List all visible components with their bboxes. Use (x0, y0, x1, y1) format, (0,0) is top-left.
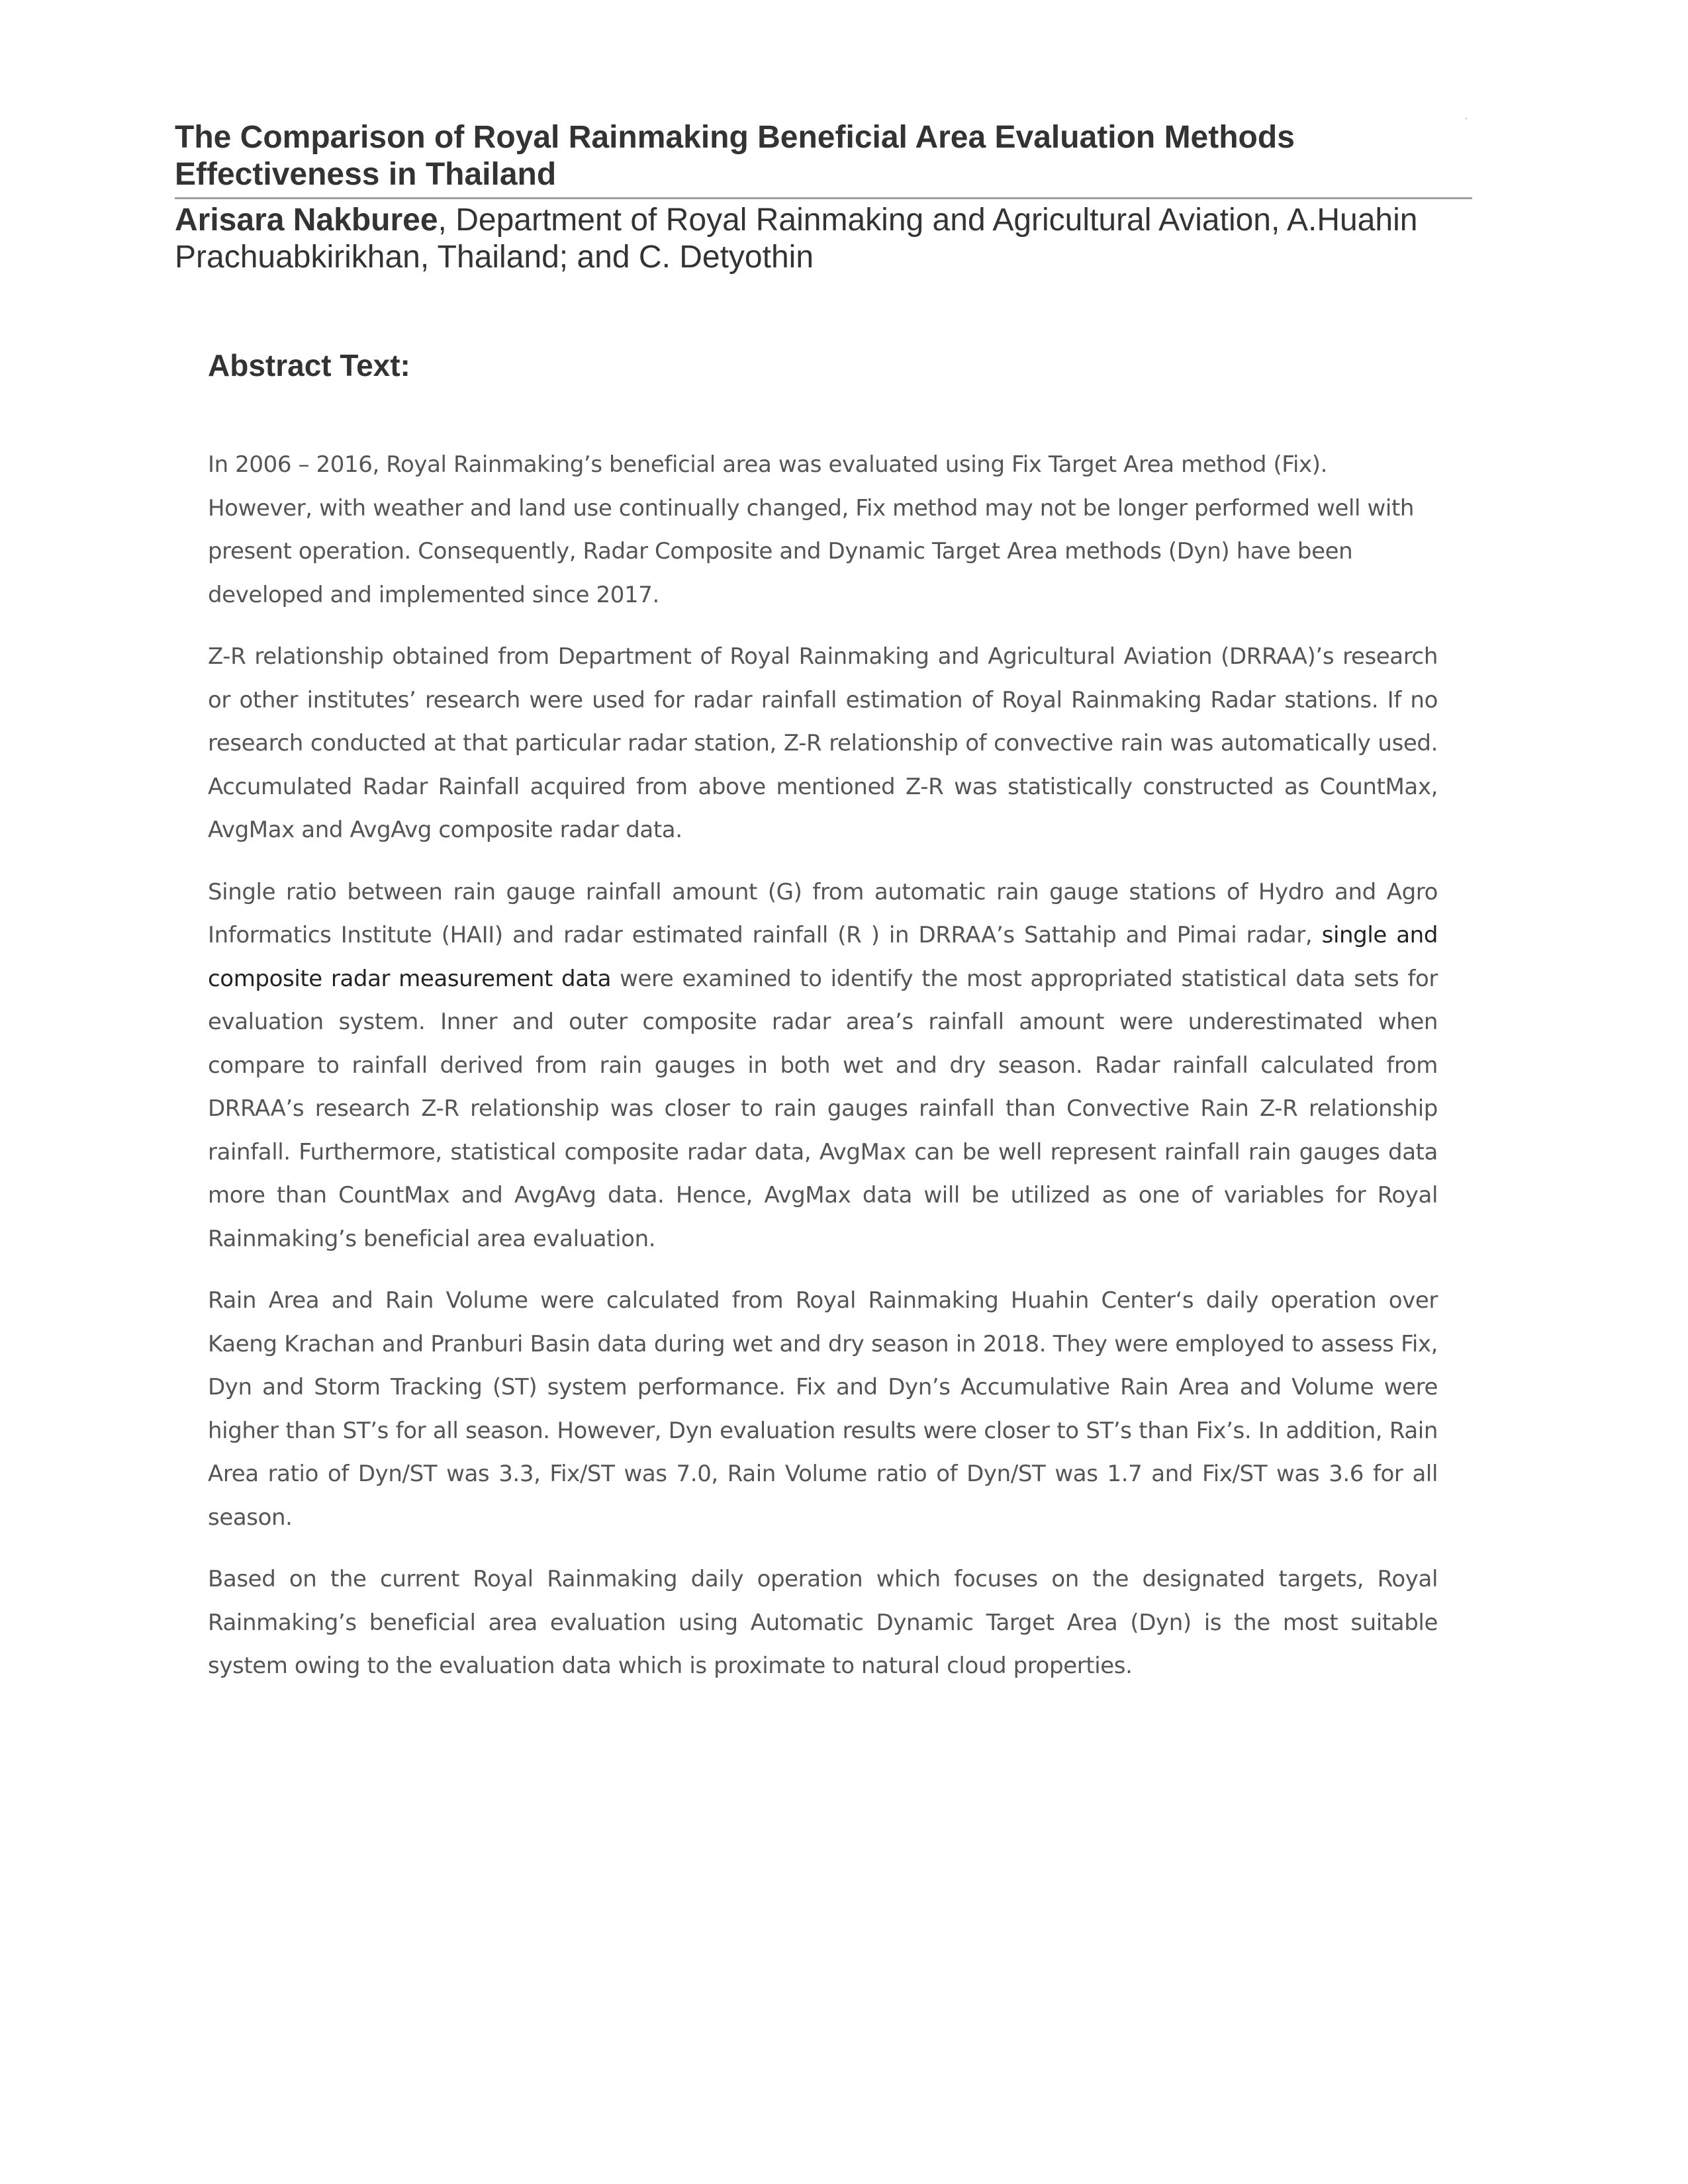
author-affiliations: , Department of Royal Rainmaking and Agricultural Aviation, A.Huahin Prachuabkirikhan, Thailand; and C. Detyothin (175, 203, 1418, 275)
abstract-paragraph-4: Rain Area and Rain Volume were calculated from Royal Rainmaking Huahin Center‘s daily operation over Kaeng Krachan and Pranburi Basin data during wet and dry season in 2018. They were employed to assess Fix, Dyn and Storm Tracking (ST) system performance. Fix and Dyn’s Accumulative Rain Area and Volume were higher than ST’s for all season. However, Dyn evaluation results were closer to ST’s than Fix’s. In addition, Rain Area ratio of Dyn/ST was 3.3, Fix/ST was 7.0, Rain Volume ratio of Dyn/ST was 1.7 and Fix/ST was 3.6 for all season. (208, 1287, 1438, 1531)
abstract-paragraph-5: Based on the current Royal Rainmaking daily operation which focuses on the designated targets, Royal Rainmaking’s beneficial area evaluation using Automatic Dynamic Target Area (Dyn) is the most suitable system owing to the evaluation data which is proximate to natural cloud properties. (208, 1566, 1438, 1679)
abstract-paragraph-3 (208, 871, 1438, 1261)
document-header (175, 119, 1472, 276)
lead-author: Arisara Nakburee (175, 203, 438, 238)
document-title: The Comparison of Royal Rainmaking Beneficial Area Evaluation Methods Effectiveness in Thailand (175, 120, 1295, 192)
paragraph-3-part-a: Single ratio between rain gauge rainfall amount (G) from automatic rain gauge stations of Hydro and Agro Informatics Institute (HAII) and radar estimated rainfall (R ) in DRRAA’s Sattahip and Pimai radar, (208, 878, 1438, 948)
abstract-paragraph-2: Z-R relationship obtained from Department of Royal Rainmaking and Agricultural Aviation (DRRAA)’s research or other institutes’ research were used for radar rainfall estimation of Royal Rainmaking Radar stations. If no research conducted at that particular radar station, Z-R relationship of convective rain was automatically used. Accumulated Radar Rainfall acquired from above mentioned Z-R was statistically constructed as CountMax, AvgMax and AvgAvg composite radar data. (208, 643, 1438, 843)
abstract-heading: Abstract Text: (208, 348, 410, 383)
author-line (175, 202, 1472, 276)
paragraph-3-emphasis: single and composite radar measurement data (208, 922, 1438, 992)
abstract-body (208, 443, 1438, 1707)
title-divider (175, 197, 1472, 199)
abstract-paragraph-1: In 2006 – 2016, Royal Rainmaking’s beneficial area was evaluated using Fix Target Area method (Fix). However, with weather and land use continually changed, Fix method may not be longer performed well with present operation. Consequently, Radar Composite and Dynamic Target Area methods (Dyn) have been developed and implemented since 2017. (208, 451, 1415, 608)
paragraph-3-part-c: were examined to identify the most appropriated statistical data sets for evaluation system. Inner and outer composite radar area’s rainfall amount were underestimated when compare to rainfall derived from rain gauges in both wet and dry season. Radar rainfall calculated from DRRAA’s research Z-R relationship was closer to rain gauges rainfall than Convective Rain Z-R relationship rainfall. Furthermore, statistical composite radar data, AvgMax can be well represent rainfall rain gauges data more than CountMax and AvgAvg data. Hence, AvgMax data will be utilized as one of variables for Royal Rainmaking’s beneficial area evaluation. (208, 965, 1438, 1252)
